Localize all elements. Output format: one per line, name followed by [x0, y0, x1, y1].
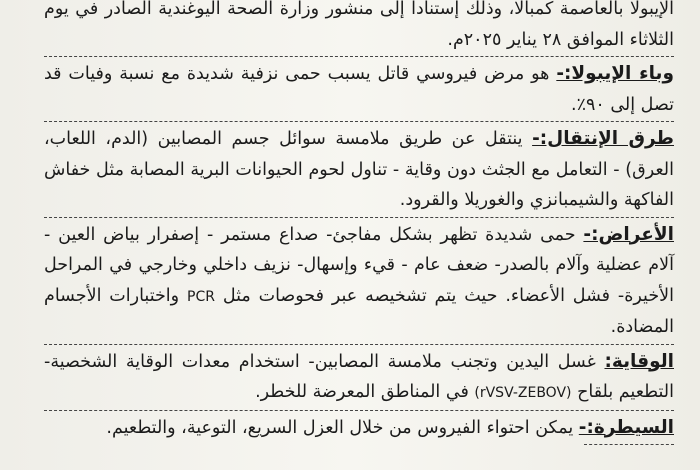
- section-transmission: [44, 124, 674, 216]
- intro-paragraph: [44, 0, 674, 55]
- section-text-symptoms-1: حمى شديدة تظهر بشكل مفاجئ- صداع مستمر - إصفرار بياض العين - آلام عضلية وآلام بالصدر- ضعف عام - قيء وإسهال- نزيف داخلي وخارجي في المراحل الأخيرة- فشل الأعضاء. حيث يتم تشخيصه عبر فحوصات مثل: [44, 224, 674, 306]
- section-prevention: [44, 347, 674, 409]
- vaccine-name: (rVSV-ZEBOV): [474, 385, 572, 401]
- section-heading-symptoms: الأعراض:-: [583, 223, 674, 245]
- section-text-ebola: هو مرض فيروسي قاتل يسبب حمى نزفية شديدة مع نسبة وفيات قد تصل إلى ٩٠٪.: [44, 64, 674, 115]
- section-divider: [44, 121, 674, 122]
- section-heading-ebola: وباء الإيبولا:-: [556, 63, 674, 84]
- section-heading-control: السيطرة:-: [578, 416, 674, 438]
- section-symptoms: [44, 220, 674, 343]
- section-divider: [44, 56, 674, 57]
- section-text-prevention-2: في المناطق المعرضة للخطر.: [255, 382, 469, 402]
- section-divider: [584, 444, 674, 445]
- section-text-control: يمكن احتواء الفيروس من خلال العزل السريع، التوعية، والتطعيم.: [106, 417, 574, 438]
- section-text-symptoms-2: واختبارات الأجسام المضادة.: [44, 285, 674, 337]
- section-divider: [44, 410, 674, 411]
- section-text-transmission: ينتقل عن طريق ملامسة سوائل جسم المصابين (الدم، اللعاب، العرق) - التعامل مع الجثث دون وقاية - تناول لحوم الحيوانات البرية المصابة مثل خفاش الفاكهة والشيمبانزي والغوريلا والقرود.: [44, 129, 674, 210]
- section-divider: [44, 344, 674, 345]
- section-heading-transmission: طرق الإنتقال:-: [532, 128, 674, 149]
- pcr-term: PCR: [187, 288, 215, 305]
- intro-line-1: الإيبولا بالعاصمة كمبالا، وذلك إستناداً إلى منشور وزارة الصحة: [227, 0, 675, 19]
- document-body: [44, 0, 674, 447]
- section-heading-prevention: الوقاية:: [604, 350, 674, 372]
- section-divider: [44, 217, 674, 218]
- section-text-prevention-1: غسل اليدين وتجنب ملامسة المصابين- استخدام معدات الوقاية الشخصية- التطعيم بلقاح: [44, 351, 674, 402]
- intro-line-2: اليوغندية الصادر في يوم الثلاثاء الموافق ٢٨ يناير ٢٠٢٥م.: [44, 0, 674, 50]
- section-control: [44, 413, 674, 444]
- section-ebola: [44, 59, 674, 120]
